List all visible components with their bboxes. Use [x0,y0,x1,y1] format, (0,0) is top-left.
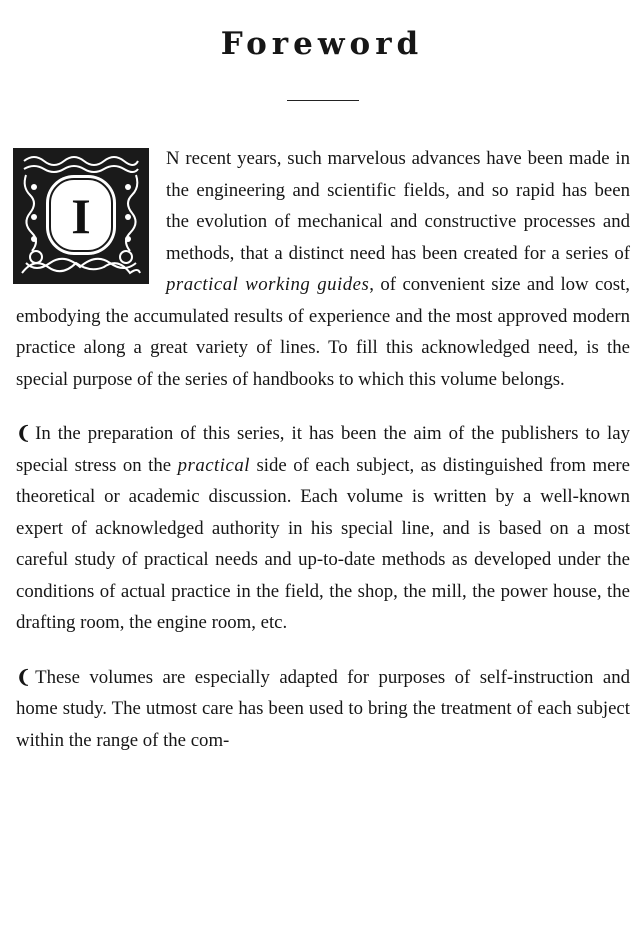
paragraph-mark-icon: ❨ [16,423,32,443]
dropcap-space [16,143,166,298]
page-title: Foreword [220,26,424,62]
emphasis-text: practical working guides [166,274,370,295]
title-divider [287,100,359,101]
paragraph-2: ❨ In the preparation of this series, it has been the aim of the publishers to lay special stress on the practical side of each subject, as distinguished from mere theoretical or academic discussion. Each volume is written by a well-known expert of acknowledged authority in his special line, and is based on a most careful study of practical needs and up-to-date methods as developed under the conditions of actual practice in the field, the shop, the mill, the power house, the drafting room, the engine room, etc. [16,423,630,633]
emphasis-text: practical [177,454,250,476]
dropcap-letter: I [71,188,91,244]
paragraph-mark-icon: ❨ [16,666,32,687]
foreword-body [16,143,630,756]
paragraph-1: N recent years, such marvelous advances have been made in the engineering and scientific fields, and so rapid has been the evolution of mechanical and constructive processes and methods, that a distinct need has been created for a series of practical working guides, of convenient size and low cost, embodying the accumulated results of experience and the most approved modern practice along a great variety of lines. To fill this acknowledged need, is the special purpose of the series of handbooks to which this volume belongs. [16,143,630,395]
paragraph-3: ❨ These volumes are especially adapted for purposes of self-instruction and home study. The utmost care has been used to bring the treatment of each subject within the range of the com- [16,666,630,751]
